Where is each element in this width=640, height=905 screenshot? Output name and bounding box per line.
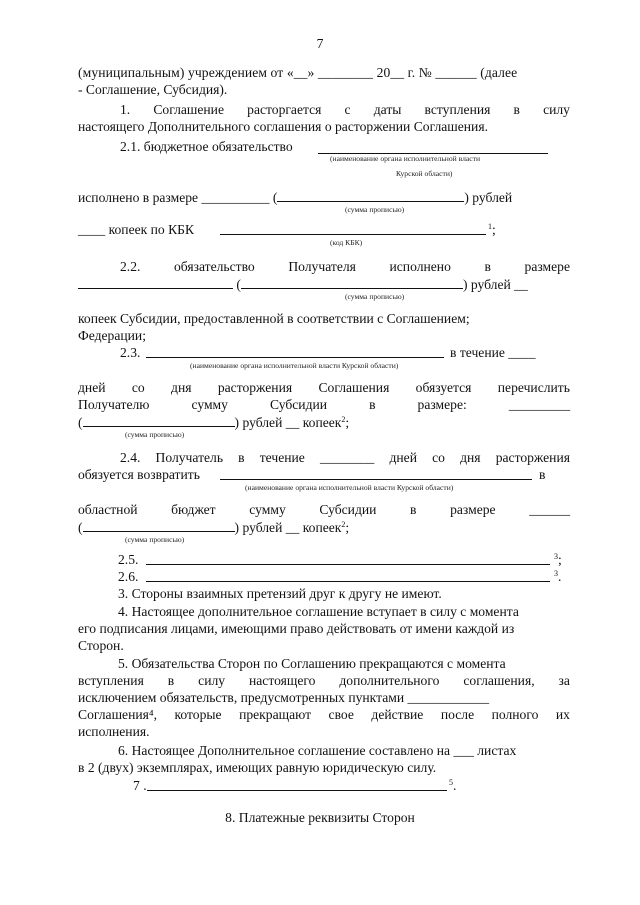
clause-2-3-line-3	[78, 397, 570, 413]
word: в 2 (двух) экземплярах, имеющих равную юридическую силу.	[78, 760, 437, 775]
word: действие	[371, 707, 424, 722]
blank-line	[146, 345, 444, 358]
kbk-text: ____ копеек по КБК	[78, 222, 195, 237]
caption-sum-words: (сумма прописью)	[125, 535, 185, 544]
punct: ;	[558, 552, 562, 567]
word: размере	[450, 502, 496, 517]
clause-2-2-line	[120, 259, 570, 275]
footnote-mark: 3	[554, 569, 558, 578]
text-line-2	[78, 82, 570, 98]
word: Федерации;	[78, 328, 146, 343]
blank-line	[220, 222, 486, 235]
word: ______	[529, 502, 570, 517]
punct: .	[558, 569, 562, 584]
blank-line	[220, 467, 532, 480]
punct: ;	[345, 415, 350, 430]
clause-number: 7 .	[133, 778, 147, 793]
caption-kbk: (код КБК)	[330, 238, 363, 247]
word: дня	[460, 450, 481, 465]
word: сумму	[191, 397, 228, 412]
word: сумму	[249, 502, 286, 517]
word: расторгается	[247, 102, 322, 117]
word: 1.	[120, 102, 131, 117]
clause-3-line	[118, 586, 610, 602]
word: которые	[174, 707, 222, 722]
caption-authority-full: (наименование органа исполнительной власти Курской области)	[190, 361, 399, 370]
word: в	[167, 673, 175, 688]
word: в	[484, 259, 491, 274]
caption-sum-words: (сумма прописью)	[345, 292, 405, 301]
punct: .	[453, 778, 457, 793]
word: обязуется	[415, 380, 472, 395]
word: перечислить	[497, 380, 570, 395]
clause-5-line-4	[78, 707, 570, 723]
word: в	[410, 502, 417, 517]
clause-2-5-line	[118, 552, 570, 568]
term-text: в течение ____	[450, 345, 536, 360]
clause-5-line-1	[118, 656, 610, 672]
word: 6. Настоящее Дополнительное соглашение составлено на ___ листах	[118, 743, 517, 758]
word: исполнено	[389, 259, 451, 274]
text-line-1	[78, 65, 570, 81]
clause-2-3-line	[120, 345, 570, 361]
word: Получателю	[78, 397, 150, 412]
word: после	[440, 707, 475, 722]
word: 4. Настоящее дополнительное соглашение вступает в силу с момента	[118, 604, 519, 619]
word: в	[369, 397, 376, 412]
clause-4-line-3	[78, 638, 570, 654]
punct: ;	[345, 520, 350, 535]
clause-2-4-line-4	[78, 519, 570, 536]
word: даты	[373, 102, 402, 117]
word: (муниципальным) учреждением от «__» ________ 20__ г. № ______ (далее	[78, 65, 518, 80]
footnote-mark: 5	[449, 778, 453, 787]
clause-2-2-line-3	[78, 311, 570, 327]
clause-2-2-amount-line	[78, 276, 570, 293]
paren: (	[78, 415, 83, 430]
word: Получатель	[155, 450, 224, 465]
word: в	[513, 102, 520, 117]
word: бюджет	[171, 502, 216, 517]
clause-2-6-line	[118, 569, 570, 585]
word: Получателя	[288, 259, 356, 274]
word: 3. Стороны взаимных претензий друг к другу не имеют.	[118, 586, 442, 601]
footnote-mark: 2	[341, 415, 346, 424]
word: прекращают	[239, 707, 312, 722]
blank-line	[241, 276, 463, 289]
word: Соглашения	[318, 380, 390, 395]
amount-text: исполнено в размере __________ (	[78, 190, 278, 205]
word: Сторон.	[78, 638, 124, 653]
blank-line	[146, 569, 550, 582]
word: дополнительного	[339, 673, 440, 688]
clause-5-line-5	[78, 724, 570, 740]
word: соглашения,	[463, 673, 535, 688]
clause-2-3-line-2	[78, 380, 570, 396]
blank-line	[147, 778, 447, 791]
word: Соглашения⁴,	[78, 707, 158, 722]
word: областной	[78, 502, 138, 517]
clause-1-line-1	[120, 102, 570, 118]
blank-line	[78, 276, 233, 289]
blank-line	[83, 519, 235, 532]
clause-2-1-text: 2.1. бюджетное обязательство	[120, 139, 293, 154]
word: его подписания лицами, имеющими право действовать от имени каждой из	[78, 621, 515, 636]
word: настоящего Дополнительного соглашения о расторжении Соглашения.	[78, 119, 488, 134]
in-text: в	[539, 467, 546, 482]
rubles-text: ) рублей __ копеек	[234, 415, 342, 430]
word: со	[131, 380, 145, 395]
return-text: обязуется возвратить	[78, 467, 200, 482]
word: с	[344, 102, 351, 117]
word: Соглашение	[153, 102, 224, 117]
caption-authority-full: (наименование органа исполнительной власти Курской области)	[245, 483, 454, 492]
word: _________	[508, 397, 570, 412]
word: дней	[78, 380, 106, 395]
word: дня	[171, 380, 192, 395]
clause-1-line-2	[78, 119, 570, 135]
word: исполнения.	[78, 724, 150, 739]
word: силу	[198, 673, 226, 688]
caption-sum-words: (сумма прописью)	[345, 205, 405, 214]
word: исключением обязательств, предусмотренных пунктами ____________	[78, 690, 490, 705]
rubles-text: ) рублей __ копеек	[234, 520, 342, 535]
footnote-mark: 1	[488, 222, 492, 231]
clause-number: 2.5.	[118, 552, 139, 567]
clause-number: 2.3.	[120, 345, 141, 360]
clause-6-line-2	[78, 760, 570, 776]
footnote-mark: 3	[554, 552, 558, 561]
clause-5-line-2	[78, 673, 570, 689]
word: свое	[328, 707, 354, 722]
word: настоящего	[249, 673, 316, 688]
clause-2-4-line-2	[78, 467, 570, 483]
word: силу	[543, 102, 570, 117]
rubles-text: ) рублей	[464, 190, 513, 205]
clause-2-2-line-4	[78, 328, 570, 344]
word: в	[238, 450, 245, 465]
paren: (	[78, 520, 83, 535]
word: 2.2.	[120, 259, 141, 274]
word: дней	[389, 450, 417, 465]
section-heading: 8. Платежные реквизиты Сторон	[225, 810, 415, 825]
rubles-text: ) рублей __	[462, 277, 528, 292]
word: Субсидии	[319, 502, 377, 517]
word: со	[432, 450, 445, 465]
clause-number: 2.6.	[118, 569, 139, 584]
clause-2-4-line-3	[78, 502, 570, 518]
page-number: 7	[316, 36, 324, 51]
word: размере:	[417, 397, 467, 412]
clause-6-line-1	[118, 743, 610, 759]
blank-line	[146, 552, 550, 565]
word: вступления	[424, 102, 491, 117]
paren: (	[236, 277, 241, 292]
blank-line	[83, 414, 235, 427]
footnote-mark: 2	[341, 520, 346, 529]
word: копеек Субсидии, предоставленной в соответствии с Соглашением;	[78, 311, 470, 326]
clause-7-line	[133, 778, 553, 794]
word: полного	[491, 707, 539, 722]
blank-line	[318, 141, 548, 154]
clause-4-line-1	[118, 604, 610, 620]
word: - Соглашение, Субсидия).	[78, 82, 228, 97]
word: размере	[524, 259, 570, 274]
caption-sum-words: (сумма прописью)	[125, 430, 185, 439]
word: течение	[259, 450, 305, 465]
word: вступления	[78, 673, 144, 688]
word: за	[558, 673, 570, 688]
caption-authority: (наименование органа исполнительной власти	[330, 154, 481, 163]
word: обязательство	[174, 259, 255, 274]
caption-region: Курской области)	[396, 169, 453, 178]
word: расторжения	[495, 450, 570, 465]
word: их	[555, 707, 570, 722]
clause-5-line-3	[78, 690, 570, 706]
word: Субсидии	[270, 397, 328, 412]
clause-2-4-line	[120, 450, 570, 466]
blank-line	[277, 189, 464, 202]
punct: ;	[492, 222, 496, 237]
clause-4-line-2	[78, 621, 570, 637]
word: 5. Обязательства Сторон по Соглашению прекращаются с момента	[118, 656, 506, 671]
kbk-line	[78, 222, 570, 238]
word: 2.4.	[120, 450, 141, 465]
word: расторжения	[217, 380, 293, 395]
word: ________	[319, 450, 375, 465]
clause-2-3-line-4	[78, 414, 570, 431]
clause-2-1-amount-line	[78, 189, 570, 206]
